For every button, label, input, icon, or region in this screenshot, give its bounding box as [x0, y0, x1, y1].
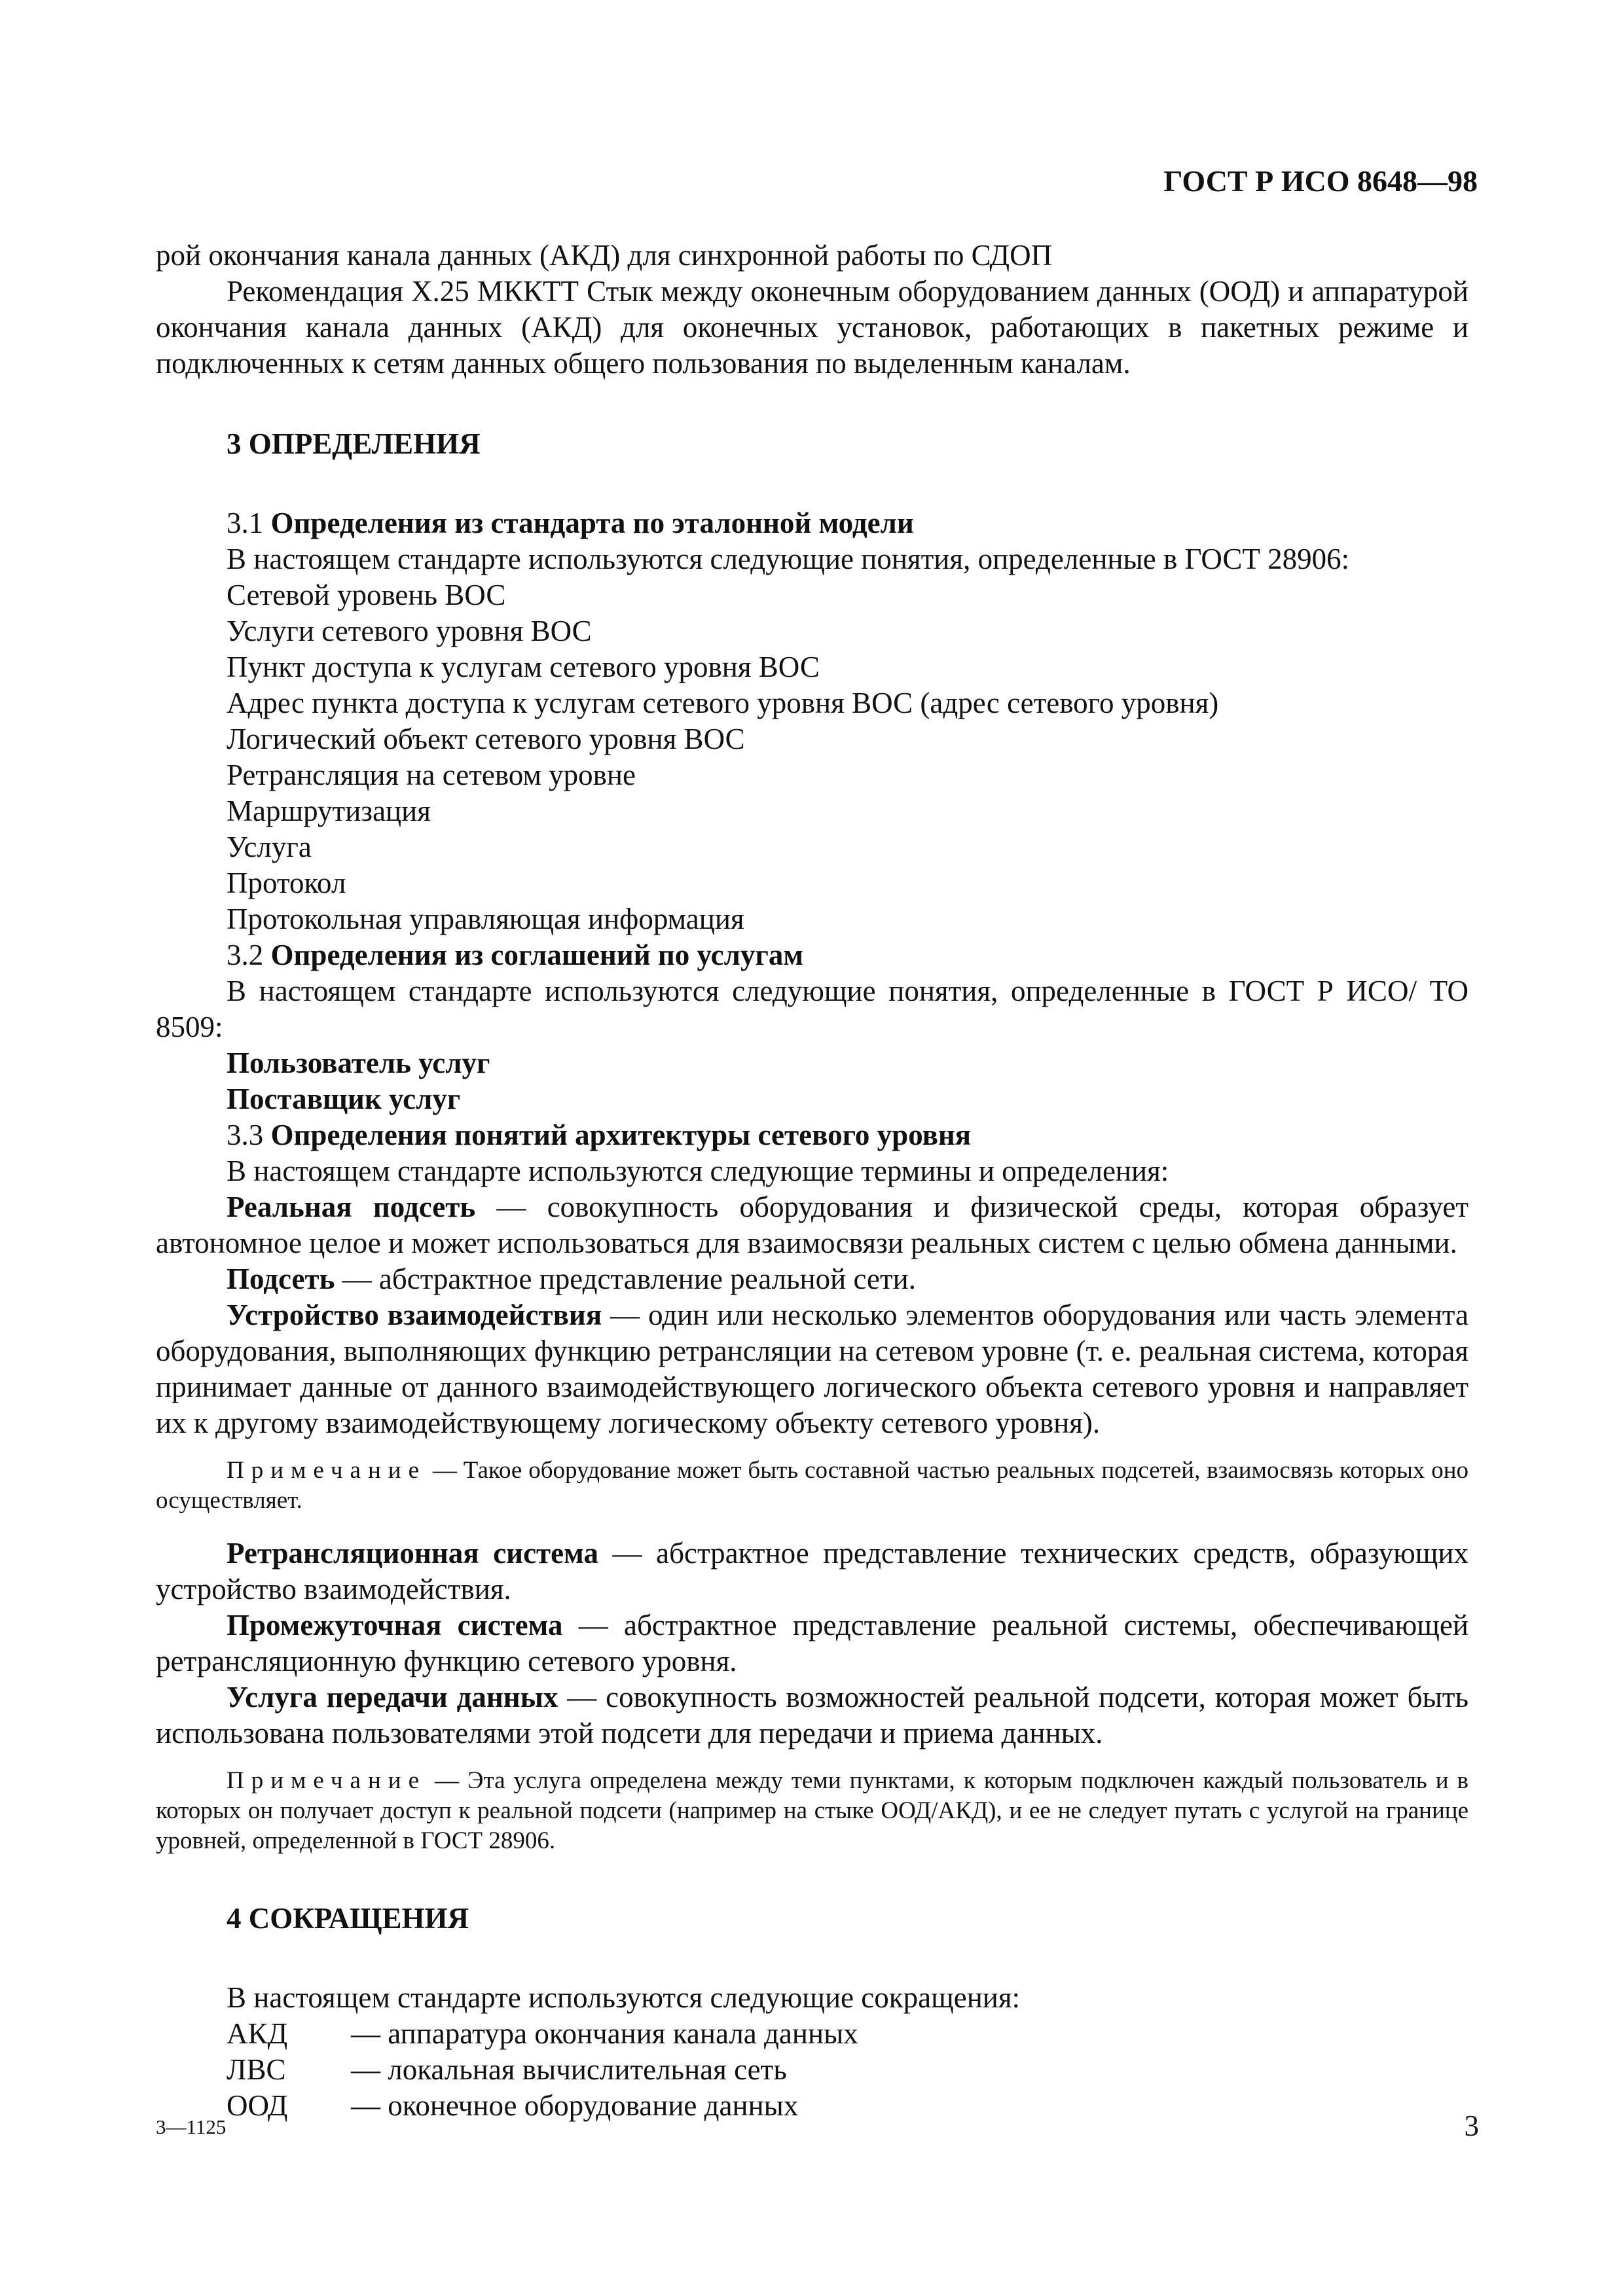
paragraph: В настоящем стандарте используются следующие понятия, определенные в ГОСТ Р ИСО/ ТО 8509: [156, 975, 1468, 1043]
definition-term: Промежуточная система [227, 1609, 563, 1641]
term-item: Услуги сетевого уровня ВОС [227, 615, 592, 647]
definition-text: — совокупность возможностей реальной подсети, которая может быть использована пользователями этой подсети для передачи и приема данных. [156, 1681, 1468, 1749]
definition [156, 1189, 1468, 1261]
subsection-title: Определения понятий архитектуры сетевого уровня [270, 1119, 972, 1151]
subsection-title: Определения из стандарта по эталонной модели [270, 507, 914, 539]
definition-text: — один или несколько элементов оборудования или часть элемента оборудования, выполняющих функцию ретрансляции на сетевом уровне (т. е. реальная система, которая принимает данные от данного взаимодействующего логического объекта сетевого уровня и направляет их к другому взаимодействующему логическому объекту сетевого уровня). [156, 1299, 1468, 1439]
definition-text: — абстрактное представление реальной системы, обеспечивающей ретрансляционную функцию сетевого уровня. [156, 1609, 1468, 1677]
abbreviation-value: — аппаратура окончания канала данных [351, 2017, 858, 2050]
term-item [156, 1045, 1468, 1081]
abbreviation-value: — оконечное оборудование данных [351, 2089, 799, 2122]
section-heading: 3 ОПРЕДЕЛЕНИЯ [227, 427, 481, 460]
note-label: Примечание [227, 1767, 426, 1794]
definition-text: — совокупность оборудования и физической среды, которая образует автономное целое и может использоваться для взаимосвязи реальных систем с целью обмена данными. [156, 1191, 1469, 1259]
term-item: Сетевой уровень ВОС [227, 579, 506, 611]
paragraph: В настоящем стандарте используются следующие понятия, определенные в ГОСТ 28906: [227, 543, 1350, 575]
definition-term: Устройство взаимодействия [227, 1299, 602, 1331]
note-text: — Такое оборудование может быть составной частью реальных подсетей, взаимосвязь которых оно осуществляет. [156, 1457, 1468, 1514]
paragraph: В настоящем стандарте используются следующие термины и определения: [227, 1155, 1169, 1187]
term-item: Протокол [227, 867, 346, 899]
definition-term: Подсеть [227, 1263, 335, 1295]
subsection-number: 3.1 [227, 507, 264, 539]
definition-term: Услуга передачи данных [227, 1681, 558, 1713]
subsection-title: Определения из соглашений по услугам [270, 939, 803, 971]
abbreviation-key: ЛВС [227, 2053, 286, 2086]
note [156, 1766, 1468, 1856]
abbreviation-key: АКД [227, 2017, 288, 2050]
term-bold: Пользователь услуг [227, 1047, 490, 1079]
subsection-heading [156, 1117, 1468, 1153]
term-item: Маршрутизация [227, 795, 431, 827]
definition-text: — абстрактное представление реальной сети. [335, 1263, 916, 1295]
definition-text: — абстрактное представление технических средств, образующих устройство взаимодействия. [156, 1537, 1468, 1605]
note-text: — Эта услуга определена между теми пунктами, к которым подключен каждый пользователь и в которых он получает доступ к реальной подсети (например на стыке ООД/АКД), и ее не следует путать с услугой на границе уровней, определенной в ГОСТ 28906. [156, 1767, 1468, 1854]
term-item: Услуга [227, 831, 312, 863]
abbreviation-value: — локальная вычислительная сеть [351, 2053, 787, 2086]
definition-term: Реальная подсеть [227, 1191, 476, 1223]
subsection-heading [156, 505, 1468, 541]
abbreviation-row [156, 2088, 1468, 2124]
term-item: Адрес пункта доступа к услугам сетевого уровня ВОС (адрес сетевого уровня) [227, 687, 1219, 719]
definition [156, 1679, 1468, 1751]
note-label: Примечание [227, 1457, 426, 1484]
section-heading: 4 СОКРАЩЕНИЯ [227, 1902, 469, 1935]
definition [156, 1607, 1468, 1679]
term-item [156, 1081, 1468, 1117]
definition [156, 1535, 1468, 1607]
abbreviation-row [156, 2016, 1468, 2052]
paragraph: В настоящем стандарте используются следующие сокращения: [227, 1981, 1021, 2014]
term-item: Пункт доступа к услугам сетевого уровня ВОС [227, 651, 820, 683]
subsection-number: 3.3 [227, 1119, 264, 1151]
footer-code: 3—1125 [156, 2115, 227, 2138]
page-number: 3 [1464, 2109, 1479, 2142]
term-item: Ретрансляция на сетевом уровне [227, 759, 636, 791]
document-header: ГОСТ Р ИСО 8648—98 [1163, 164, 1478, 198]
paragraph: рой окончания канала данных (АКД) для синхронной работы по СДОП [156, 239, 1053, 272]
paragraph: Рекомендация Х.25 МККТТ Стык между оконечным оборудованием данных (ООД) и аппаратурой окончания канала данных (АКД) для оконечных установок, работающих в пакетных режиме и подключенных к сетям данных общего пользования по выделенным каналам. [156, 275, 1468, 380]
term-bold: Поставщик услуг [227, 1083, 461, 1115]
note [156, 1456, 1468, 1516]
subsection-number: 3.2 [227, 939, 264, 971]
definition [156, 1297, 1468, 1441]
abbreviation-row [156, 2052, 1468, 2088]
abbreviation-key: ООД [227, 2089, 288, 2122]
term-item: Логический объект сетевого уровня ВОС [227, 723, 745, 755]
document-body [156, 238, 1468, 2124]
term-item: Протокольная управляющая информация [227, 903, 744, 935]
subsection-heading [156, 937, 1468, 973]
definition [156, 1261, 1468, 1297]
definition-term: Ретрансляционная система [227, 1537, 598, 1570]
